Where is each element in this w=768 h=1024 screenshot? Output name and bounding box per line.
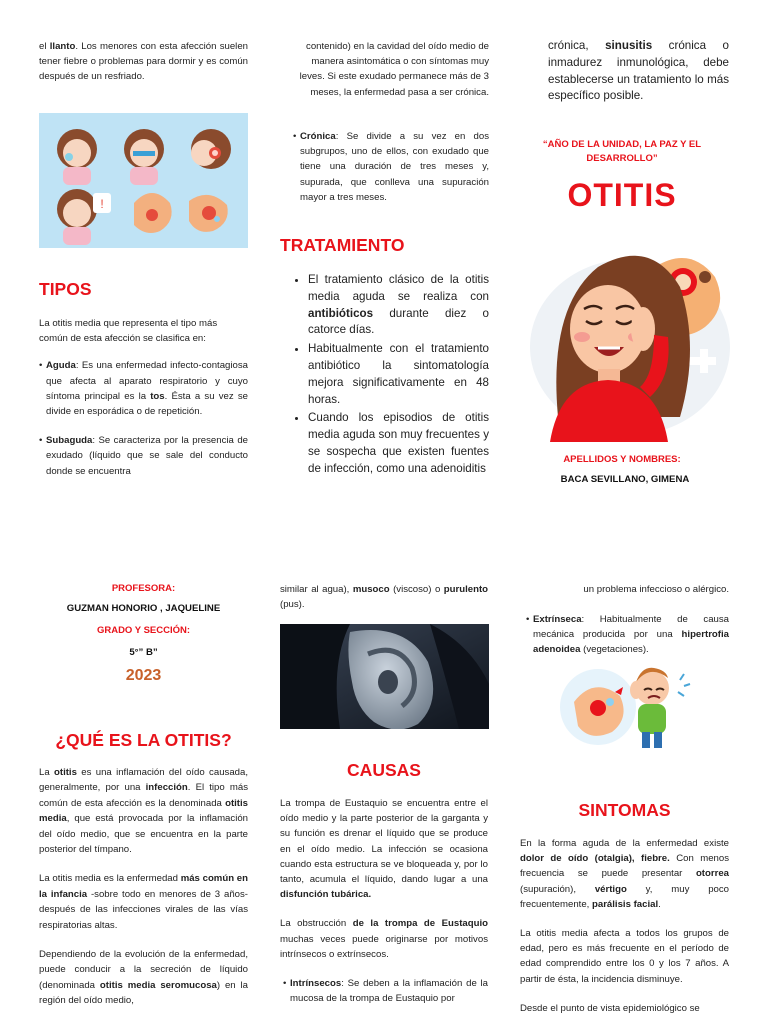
tratamiento-list <box>290 272 489 478</box>
causas-p2: La obstrucción de la trompa de Eustaquio muchas veces puede originarse por motivos intrínsecos o extrínsecos. <box>280 918 488 960</box>
sintomas-heading: SINTOMAS <box>578 800 671 820</box>
causas-item-intrinsecos: • Intrínsecos: Se deben a la inflamación de la mucosa de la trompa de Eustaquio por <box>290 976 488 1006</box>
grado-value: 5°” B” <box>129 647 158 658</box>
profesora-value: GUZMAN HONORIO , JAQUELINE <box>66 603 221 614</box>
ear-photo <box>280 624 489 729</box>
extrinseca-block <box>533 612 729 668</box>
sintomas-section <box>520 836 729 1016</box>
svg-text:!: ! <box>100 197 104 211</box>
profesora-label: PROFESORA: <box>111 583 176 594</box>
boy-ear-pain-illustration <box>560 662 695 752</box>
col3-top-text <box>548 38 729 105</box>
sintomas-p1: En la forma aguda de la enfermedad existe dolor de oído (otalgia), fiebre. Con menos frecuencia se puede presentar otorrea (supuración), vértigo y, muy poco frecuentemente, parálisis facial. <box>520 838 729 910</box>
que-es-heading: ¿QUÉ ES LA OTITIS? <box>55 730 232 750</box>
tipos-section <box>39 316 248 489</box>
col3-bottom-top-text <box>533 582 729 597</box>
names-label: APELLIDOS Y NOMBRES: <box>563 454 681 465</box>
que-es-p1: La otitis es una inflamación del oído causada, generalmente, por una infección. El tipo más común de esta afección es la denominada otitis media, que está provocada por la inflamación del oído medio, que se encuentra en la parte posterior del tímpano. <box>39 767 248 856</box>
tratamiento-item-1: • El tratamiento clásico de la otitis media aguda se realiza con antibióticos durante diez o catorce días. <box>308 272 489 339</box>
que-es-p3: Dependiendo de la evolución de la enfermedad, puede conducir a la secreción de líquido (denominada otitis media seromucosa) en la región del oído medio, <box>39 949 249 1007</box>
col2-top-paragraph: contenido) en la cavidad del oído medio de manera asintomática o con síntomas muy leves. Si este exudado permanece más de 3 meses, la enfermedad pasa a ser crónica. <box>299 41 489 98</box>
causas-section <box>280 796 488 1016</box>
names-value: BACA SEVILLANO, GIMENA <box>560 474 690 485</box>
sintomas-p3: Desde el punto de vista epidemiológico se <box>520 1002 700 1014</box>
tipos-list <box>39 358 248 478</box>
col2-bottom-top-text <box>280 582 488 612</box>
tratamiento-heading: TRATAMIENTO <box>280 235 405 255</box>
tratamiento-item-2: • Habitualmente con el tratamiento antibiótico la sintomatología mejora significativamente en 48 horas. <box>308 341 489 408</box>
year: 2023 <box>125 667 162 684</box>
cover-title: OTITIS <box>567 177 677 213</box>
col1-intro-paragraph: el llanto. Los menores con esta afección suelen tener fiebre o problemas para dormir y es común después de un resfriado. <box>39 41 248 83</box>
child-ear-pain-illustration <box>39 113 248 248</box>
cronica-item: • Crónica: Se divide a su vez en dos subgrupos, uno de ellos, con exudado que tiene una duración de tres meses y, supurada, que conlleva una supuración mayor a tres meses. <box>300 129 489 205</box>
tratamiento-item-3: • Cuando los episodios de otitis media aguda son muy frecuentes y se sospecha que existen fuentes de infección, como una adenoiditis <box>308 410 489 477</box>
sintomas-p2: La otitis media afecta a todos los grupos de edad, pero es más frecuente en el período de edad comprendido entre los 0 y los 7 años. A partir de ésta, la incidencia disminuye. <box>520 928 729 985</box>
que-es-p2: La otitis media es la enfermedad más común en la infancia -sobre todo en menores de 3 años- después de las infecciones virales de las vías respiratorias altas. <box>39 873 249 931</box>
causas-p1: La trompa de Eustaquio se encuentra entre el oído medio y la parte posterior de la garganta y su función es drenar el líquido que se produce en el oído medio. La infección se ocasiona cuando esta estructura se ve bloqueada y, por lo tanto, acumula el líquido, dando lugar a una disfunción tubárica. <box>280 798 488 901</box>
causas-heading: CAUSAS <box>347 760 421 780</box>
cronica-block <box>297 129 489 215</box>
motto: “AÑO DE LA UNIDAD, LA PAZ Y EL DESARROLLO” <box>542 139 702 164</box>
grado-label: GRADO Y SECCIÓN: <box>96 625 191 636</box>
tipos-heading: TIPOS <box>39 279 92 299</box>
col3-top-paragraph: crónica, sinusitis crónica o inmadurez inmunológica, debe establecerse un tratamiento lo más específico posible. <box>548 39 729 103</box>
tipos-item-aguda: • Aguda: Es una enfermedad infecto-contagiosa que afecta al aparato respiratorio y cuyo síntoma principal es la tos. Ésta a su vez se divide en esporádica o de repetición. <box>46 358 248 419</box>
girl-ear-pain-illustration <box>520 237 750 442</box>
tipos-item-subaguda: • Subaguda: Se caracteriza por la presencia de exudado (líquido que se sale del conducto donde se encuentra <box>46 433 248 479</box>
extrinseca-item: • Extrínseca: Habitualmente de causa mecánica producida por una hipertrofia adenoidea (vegetaciones). <box>533 612 729 658</box>
tratamiento-section <box>290 272 489 480</box>
col2-top-text <box>297 39 489 100</box>
tipos-intro: La otitis media que representa el tipo más común de esta afección se clasifica en: <box>39 318 218 345</box>
col3-bottom-top-paragraph: un problema infeccioso o alérgico. <box>583 584 729 595</box>
que-es-section <box>39 765 248 1009</box>
col2-bottom-top-paragraph: similar al agua), musoco (viscoso) o purulento (pus). <box>280 584 488 611</box>
col1-intro-text <box>39 39 248 85</box>
